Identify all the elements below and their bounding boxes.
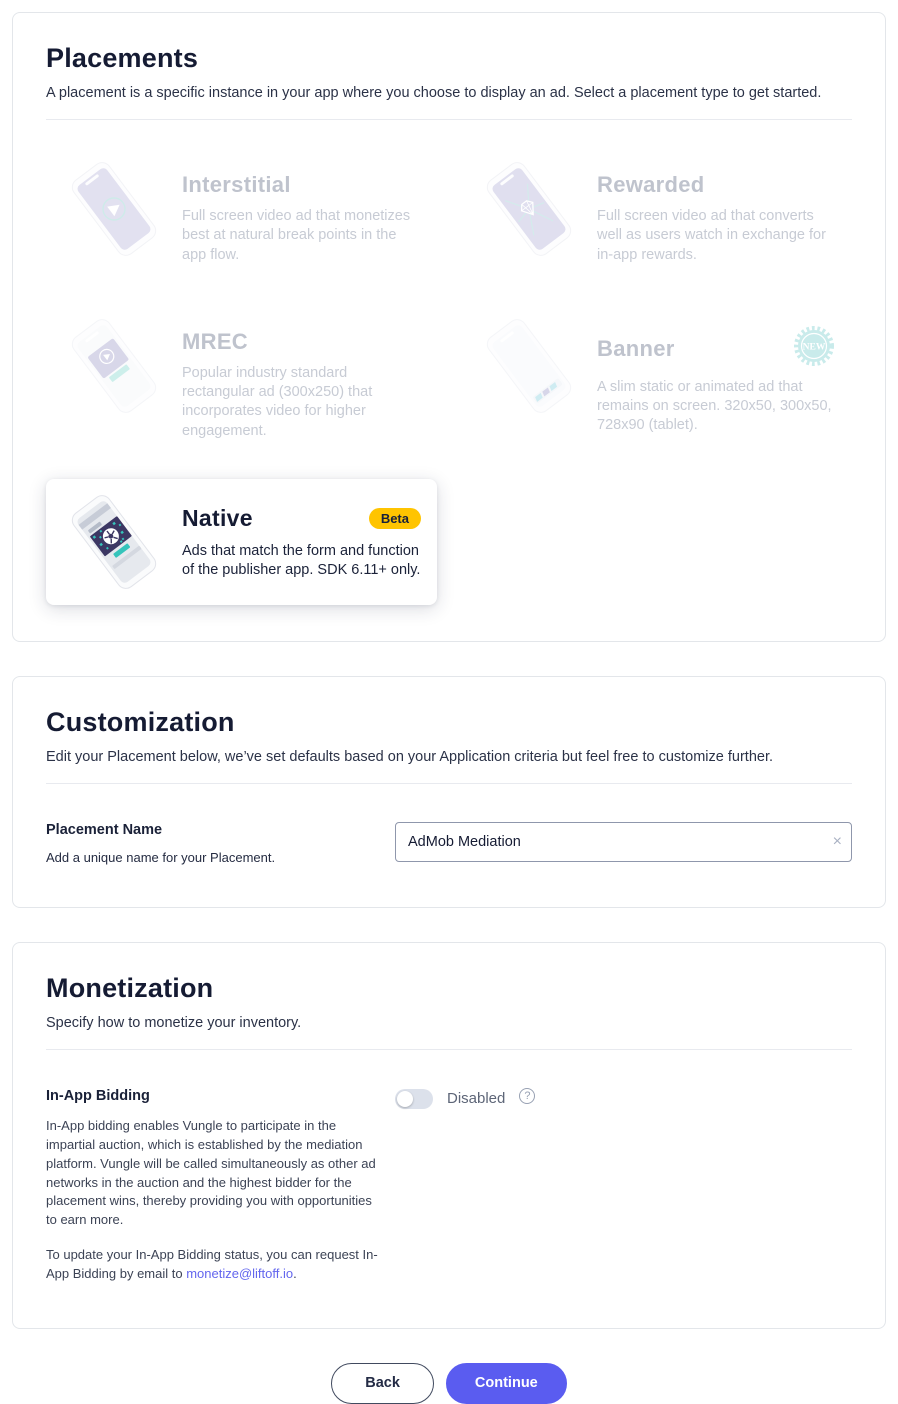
placement-name-input[interactable] xyxy=(395,822,852,862)
placement-option-banner[interactable] xyxy=(461,303,852,453)
clear-input-icon[interactable]: × xyxy=(832,832,842,850)
svg-text:NEW: NEW xyxy=(802,342,826,353)
in-app-bidding-toggle[interactable] xyxy=(395,1089,433,1109)
rewarded-phone-icon xyxy=(473,158,585,260)
toggle-state-label: Disabled xyxy=(447,1090,506,1108)
help-icon[interactable]: ? xyxy=(519,1088,535,1104)
placement-desc-mrec: Popular industry standard rectangular ad (300x250) that incorporates video for higher engagement. xyxy=(182,364,373,439)
placement-option-rewarded[interactable] xyxy=(461,146,852,277)
interstitial-phone-icon xyxy=(58,158,170,260)
placement-type-grid xyxy=(46,146,852,605)
placements-subtitle: A placement is a specific instance in your app where you choose to display an ad. Select a placement type to get started. xyxy=(46,85,822,101)
placement-option-mrec[interactable] xyxy=(46,303,437,453)
native-phone-icon xyxy=(58,491,170,593)
monetization-subtitle: Specify how to monetize your inventory. xyxy=(46,1014,302,1031)
in-app-bidding-description: In-App bidding enables Vungle to participate in the impartial auction, which is established by the mediation platform. Vungle will be called simultaneously as other ad networks in the auction and the highest bidder for the placement wins, thereby providing you with opportunities to earn more. xyxy=(46,1117,376,1228)
toggle-knob xyxy=(397,1091,413,1107)
customization-section xyxy=(12,676,886,908)
placement-desc-banner: A slim static or animated ad that remains on screen. 320x50, 300x50, 728x90 (tablet). xyxy=(597,378,832,434)
divider xyxy=(46,783,852,784)
placement-title-banner: Banner xyxy=(597,335,675,361)
placement-option-native[interactable] xyxy=(46,479,437,605)
monetize-email-link[interactable]: monetize@liftoff.io xyxy=(186,1265,294,1281)
placement-title-mrec: MREC xyxy=(182,328,248,354)
customization-title: Customization xyxy=(46,706,235,737)
new-badge xyxy=(792,323,836,369)
footer-actions xyxy=(12,1363,886,1404)
placements-title: Placements xyxy=(46,43,199,73)
beta-badge: Beta xyxy=(369,508,421,529)
placement-name-input-wrap xyxy=(395,822,852,862)
placement-title-interstitial: Interstitial xyxy=(182,172,291,197)
placement-title-native: Native xyxy=(182,504,253,531)
placement-option-interstitial[interactable] xyxy=(46,146,437,277)
back-button[interactable]: Back xyxy=(331,1363,434,1404)
customization-subtitle: Edit your Placement below, we’ve set defaults based on your Application criteria but feel free to customize further. xyxy=(46,748,774,765)
continue-button[interactable]: Continue xyxy=(446,1363,567,1404)
placement-name-label: Placement Name xyxy=(46,821,163,838)
placement-name-row xyxy=(46,822,852,865)
banner-phone-icon xyxy=(473,315,585,417)
mrec-phone-icon xyxy=(58,315,170,417)
placement-desc-interstitial: Full screen video ad that monetizes best at natural break points in the app flow. xyxy=(182,208,411,263)
placement-desc-native: Ads that match the form and function of the publisher app. SDK 6.11+ only. xyxy=(182,542,421,579)
placement-name-helper: Add a unique name for your Placement. xyxy=(46,849,276,865)
placements-section xyxy=(12,12,886,642)
in-app-bidding-row xyxy=(46,1088,852,1284)
placement-title-rewarded: Rewarded xyxy=(597,172,705,197)
monetization-section xyxy=(12,942,886,1329)
in-app-bidding-label: In-App Bidding xyxy=(46,1087,150,1104)
placement-desc-rewarded: Full screen video ad that converts well as users watch in exchange for in-app rewards. xyxy=(597,208,826,263)
divider xyxy=(46,119,852,120)
in-app-bidding-note: To update your In-App Bidding status, you can request In-App Bidding by email to monetize@liftoff.io. xyxy=(46,1247,378,1281)
divider xyxy=(46,1049,852,1050)
monetization-title: Monetization xyxy=(46,972,214,1003)
